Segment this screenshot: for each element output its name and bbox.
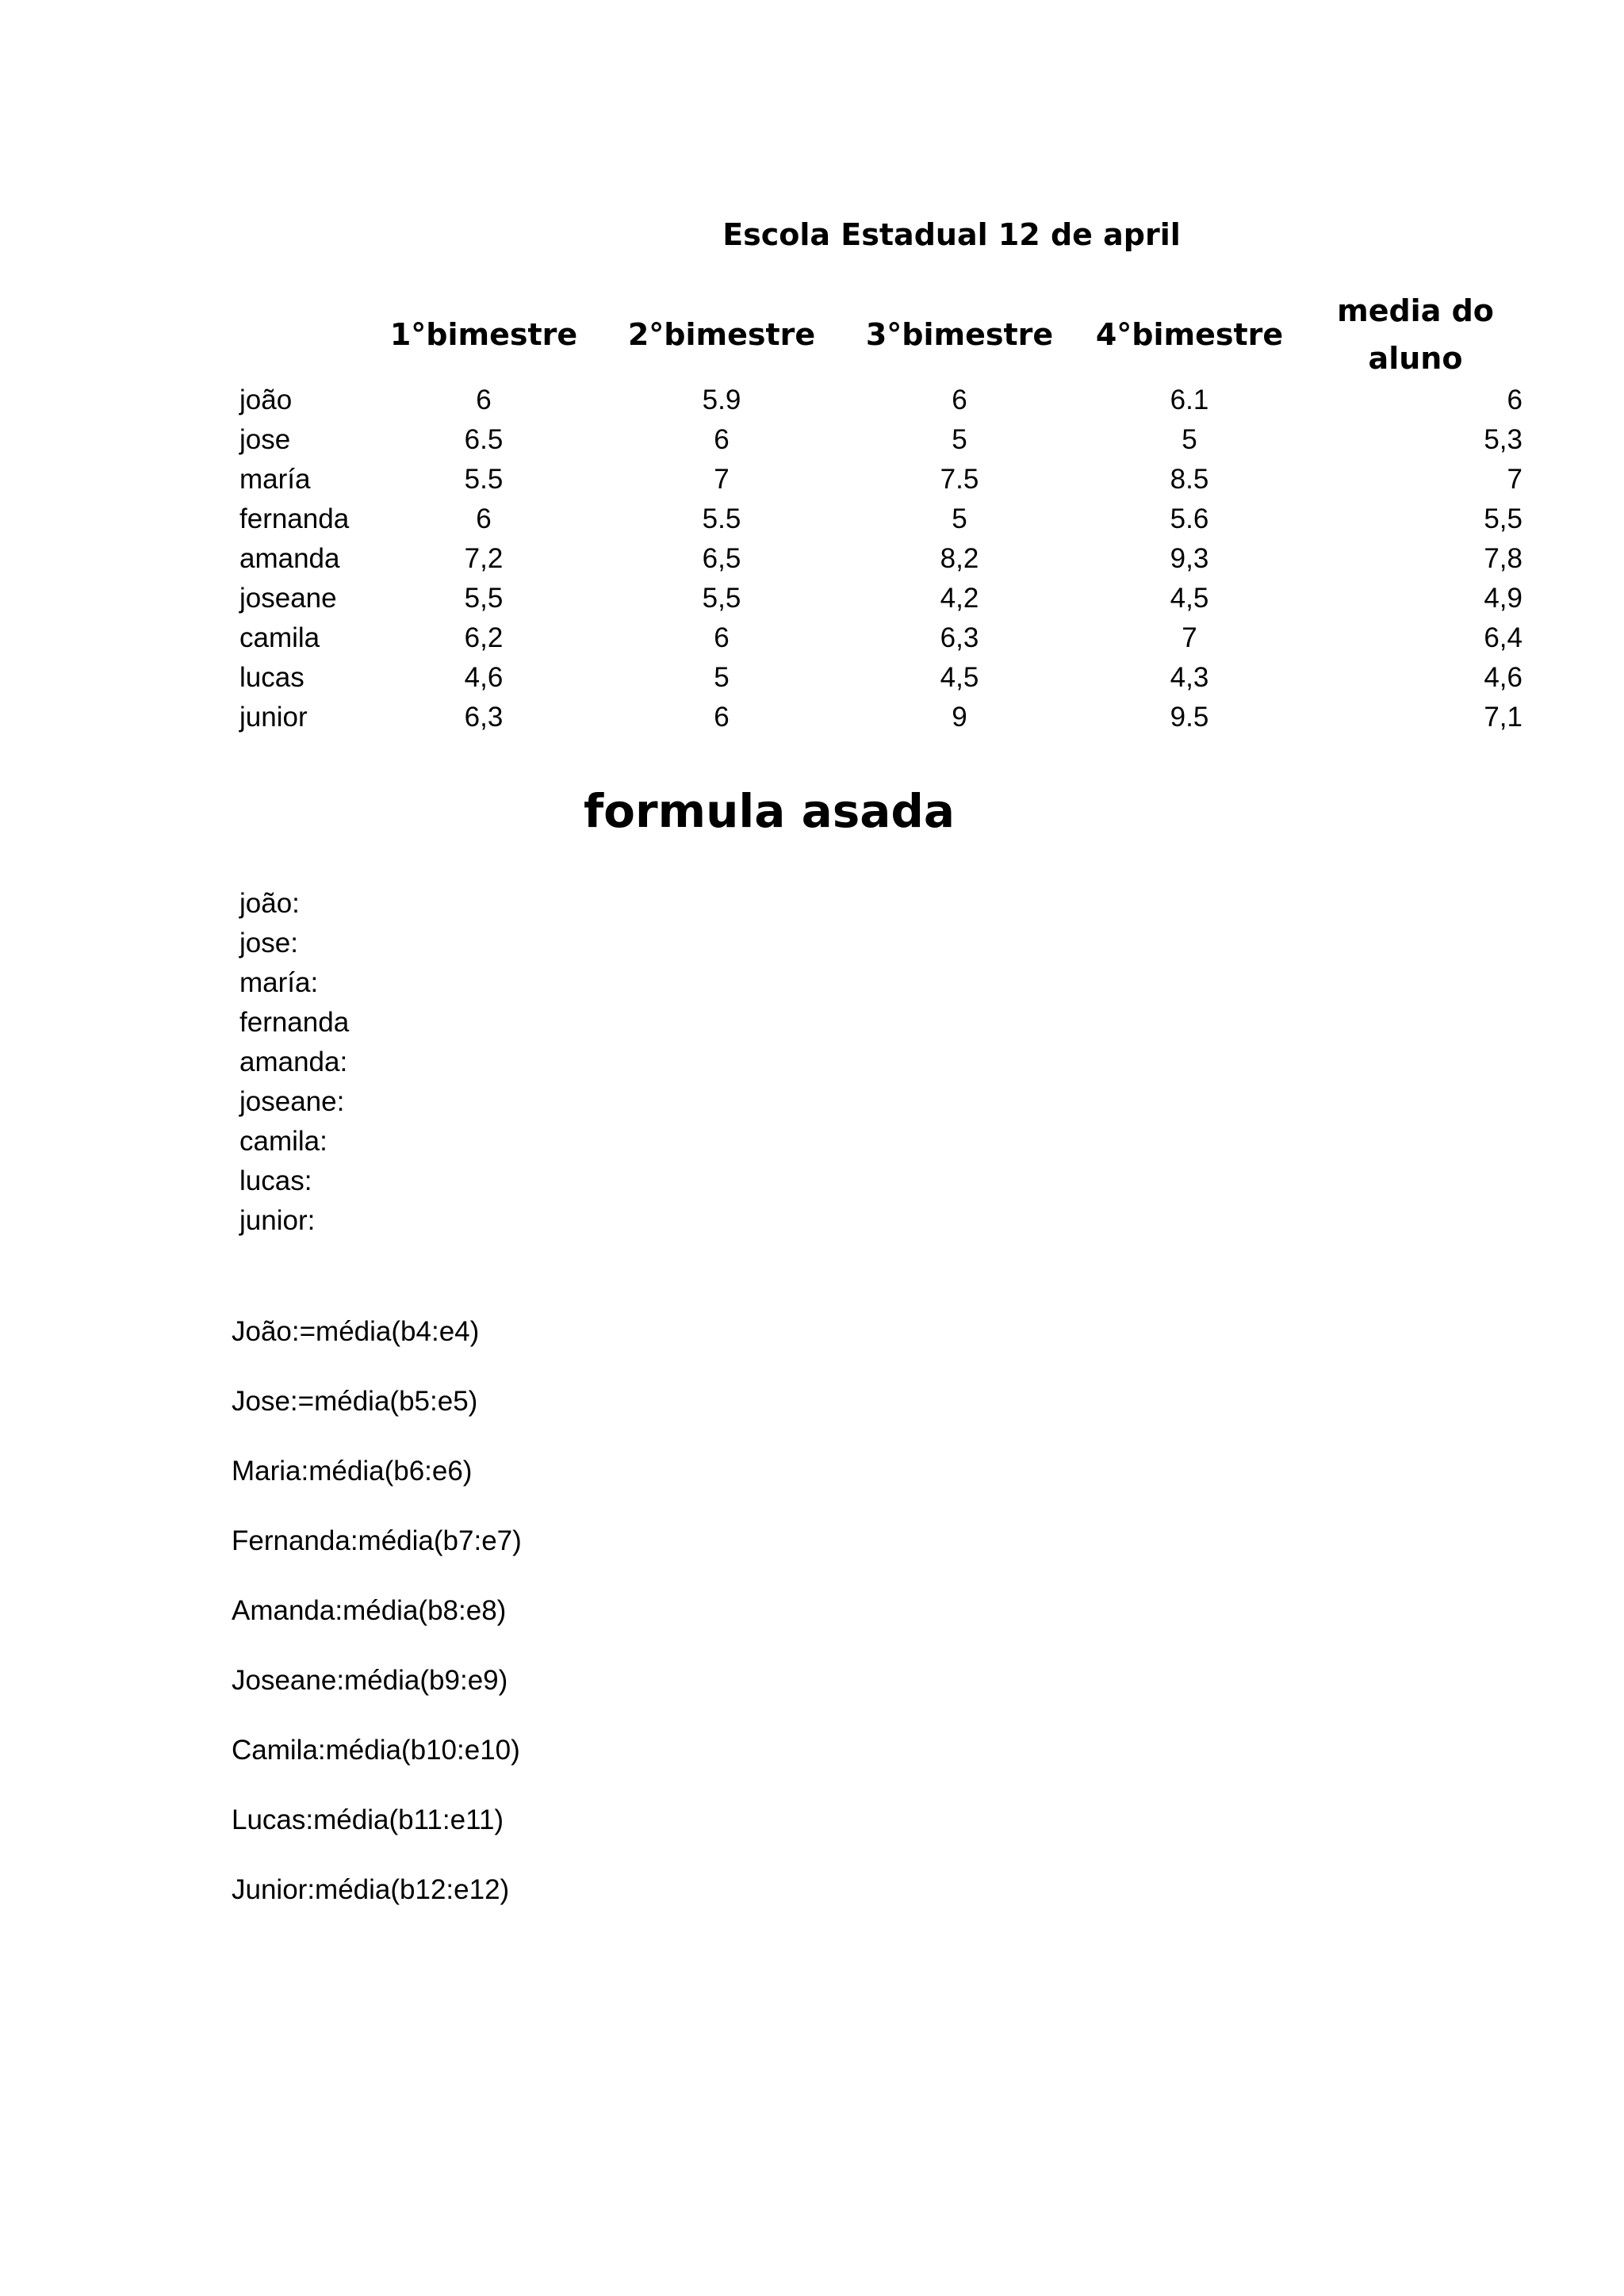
grades-table bbox=[230, 381, 1546, 737]
student-label: maría: bbox=[239, 967, 319, 998]
grade-b4: 7 bbox=[1182, 622, 1197, 653]
student-average: 7 bbox=[1507, 464, 1522, 495]
grade-b4: 9.5 bbox=[1170, 702, 1209, 733]
formula-line: Fernanda:média(b7:e7) bbox=[232, 1525, 522, 1556]
grade-b2: 5 bbox=[714, 662, 730, 693]
grade-b2: 6 bbox=[714, 702, 730, 733]
school-title: Escola Estadual 12 de april bbox=[722, 217, 1181, 252]
grade-row bbox=[230, 381, 1546, 420]
student-label-list bbox=[239, 884, 349, 1241]
grade-b3: 5 bbox=[952, 424, 967, 455]
formula-heading: formula asada bbox=[583, 784, 956, 838]
grade-b4: 4,3 bbox=[1170, 662, 1209, 693]
header-average-line-1: media do bbox=[1337, 293, 1494, 328]
formula-line: Joseane:média(b9:e9) bbox=[232, 1665, 508, 1696]
student-label: camila: bbox=[239, 1126, 327, 1157]
student-name: amanda bbox=[239, 543, 340, 574]
student-name: camila bbox=[239, 622, 320, 653]
grade-b1: 6.5 bbox=[464, 424, 504, 455]
student-label: joão: bbox=[239, 888, 300, 919]
grade-b4: 5.6 bbox=[1170, 503, 1209, 534]
student-label: jose: bbox=[239, 928, 298, 959]
header-bimestre-4: 4°bimestre bbox=[1095, 317, 1284, 352]
grade-b2: 6 bbox=[714, 622, 730, 653]
formula-line: Junior:média(b12:e12) bbox=[232, 1874, 510, 1905]
grade-b3: 4,2 bbox=[940, 583, 979, 614]
grade-b3: 5 bbox=[952, 503, 967, 534]
grade-b1: 6,2 bbox=[464, 622, 504, 653]
student-label: lucas: bbox=[239, 1165, 312, 1196]
formula-line: João:=média(b4:e4) bbox=[232, 1316, 480, 1347]
grade-b4: 4,5 bbox=[1170, 583, 1209, 614]
grade-b1: 7,2 bbox=[464, 543, 504, 574]
grade-row bbox=[230, 698, 1546, 737]
grade-b3: 9 bbox=[952, 702, 967, 733]
header-average-line-2: aluno bbox=[1368, 341, 1463, 376]
grade-b3: 6,3 bbox=[940, 622, 979, 653]
student-average: 5,3 bbox=[1484, 424, 1522, 455]
formula-line: Jose:=média(b5:e5) bbox=[232, 1386, 478, 1417]
grade-row bbox=[230, 420, 1546, 460]
grade-b2: 5.9 bbox=[702, 385, 741, 415]
grade-b1: 5,5 bbox=[464, 583, 504, 614]
student-name: lucas bbox=[239, 662, 304, 693]
grade-row bbox=[230, 499, 1546, 539]
grade-b2: 7 bbox=[714, 464, 730, 495]
grade-b1: 5.5 bbox=[464, 464, 504, 495]
grade-b1: 6 bbox=[476, 385, 492, 415]
student-average: 7,1 bbox=[1484, 702, 1522, 733]
student-label: joseane: bbox=[239, 1086, 345, 1117]
grade-row bbox=[230, 579, 1546, 618]
student-name: joseane bbox=[239, 583, 337, 614]
formula-line: Camila:média(b10:e10) bbox=[232, 1735, 520, 1766]
grade-row bbox=[230, 618, 1546, 658]
grade-b1: 6 bbox=[476, 503, 492, 534]
grade-row bbox=[230, 460, 1546, 499]
header-student-average bbox=[1293, 287, 1538, 382]
grade-b1: 4,6 bbox=[464, 662, 504, 693]
student-name: maría bbox=[239, 464, 311, 495]
formula-line: Maria:média(b6:e6) bbox=[232, 1456, 473, 1487]
student-average: 5,5 bbox=[1484, 503, 1522, 534]
grade-b4: 8.5 bbox=[1170, 464, 1209, 495]
formula-line: Amanda:média(b8:e8) bbox=[232, 1595, 507, 1626]
formula-list bbox=[232, 1312, 522, 1940]
grade-b3: 4,5 bbox=[940, 662, 979, 693]
grade-b2: 5,5 bbox=[702, 583, 741, 614]
student-name: junior bbox=[239, 702, 308, 733]
student-average: 6,4 bbox=[1484, 622, 1522, 653]
grade-b3: 7.5 bbox=[940, 464, 979, 495]
grade-row bbox=[230, 539, 1546, 579]
grade-b2: 6 bbox=[714, 424, 730, 455]
student-average: 4,9 bbox=[1484, 583, 1522, 614]
grade-b4: 5 bbox=[1182, 424, 1197, 455]
grade-b4: 6.1 bbox=[1170, 385, 1209, 415]
student-name: jose bbox=[239, 424, 291, 455]
grade-b3: 8,2 bbox=[940, 543, 979, 574]
grade-b4: 9,3 bbox=[1170, 543, 1209, 574]
student-average: 6 bbox=[1507, 385, 1522, 415]
header-bimestre-1: 1°bimestre bbox=[389, 317, 578, 352]
student-name: fernanda bbox=[239, 503, 350, 534]
formula-line: Lucas:média(b11:e11) bbox=[232, 1804, 504, 1835]
student-average: 4,6 bbox=[1484, 662, 1522, 693]
grade-b3: 6 bbox=[952, 385, 967, 415]
grade-b2: 5.5 bbox=[702, 503, 741, 534]
grade-b1: 6,3 bbox=[464, 702, 504, 733]
student-label: junior: bbox=[239, 1205, 316, 1236]
grade-b2: 6,5 bbox=[702, 543, 741, 574]
student-name: joão bbox=[239, 385, 293, 415]
student-label: fernanda bbox=[239, 1007, 350, 1038]
header-bimestre-3: 3°bimestre bbox=[865, 317, 1054, 352]
grade-row bbox=[230, 658, 1546, 698]
header-bimestre-2: 2°bimestre bbox=[627, 317, 816, 352]
student-label: amanda: bbox=[239, 1047, 348, 1077]
student-average: 7,8 bbox=[1484, 543, 1522, 574]
